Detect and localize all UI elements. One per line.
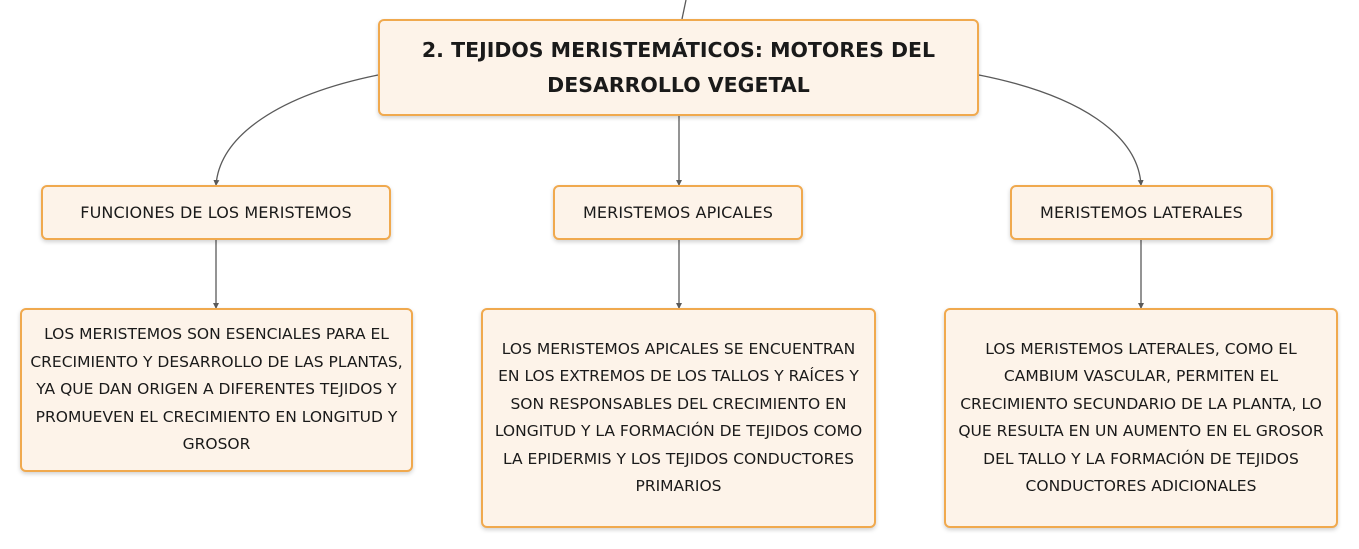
- topic-node-apicales[interactable]: [553, 185, 803, 240]
- root-topic-node[interactable]: [378, 19, 979, 116]
- topic-node-funciones[interactable]: [41, 185, 391, 240]
- connector-parent-to-root: [682, 0, 686, 19]
- description-text-laterales: LOS MERISTEMOS LATERALES, COMO EL CAMBIUM VASCULAR, PERMITEN EL CRECIMIENTO SECUNDARIO DE LA PLANTA, LO QUE RESULTA EN UN AUMENTO EN EL GROSOR DEL TALLO Y LA FORMACIÓN DE TEJIDOS CONDUCTORES ADICIONALES: [958, 339, 1324, 495]
- topic-label-laterales: MERISTEMOS LATERALES: [1040, 203, 1243, 222]
- topic-label-funciones: FUNCIONES DE LOS MERISTEMOS: [80, 203, 352, 222]
- topic-node-laterales[interactable]: [1010, 185, 1273, 240]
- description-text-apicales: LOS MERISTEMOS APICALES SE ENCUENTRAN EN LOS EXTREMOS DE LOS TALLOS Y RAÍCES Y SON RESPONSABLES DEL CRECIMIENTO EN LONGITUD Y LA FORMACIÓN DE TEJIDOS COMO LA EPIDERMIS Y LOS TEJIDOS CONDUCTORES PRIMARIOS: [494, 339, 863, 495]
- description-node-apicales[interactable]: [481, 308, 876, 528]
- description-text-funciones: LOS MERISTEMOS SON ESENCIALES PARA EL CRECIMIENTO Y DESARROLLO DE LAS PLANTAS, YA QUE DAN ORIGEN A DIFERENTES TEJIDOS Y PROMUEVEN EL CRECIMIENTO EN LONGITUD Y GROSOR: [30, 325, 403, 454]
- topic-label-apicales: MERISTEMOS APICALES: [583, 203, 773, 222]
- description-node-laterales[interactable]: [944, 308, 1338, 528]
- description-node-funciones[interactable]: [20, 308, 413, 472]
- root-topic-title: 2. TEJIDOS MERISTEMÁTICOS: MOTORES DEL DESARROLLO VEGETAL: [421, 37, 936, 97]
- connector-root-to-funciones: [216, 75, 378, 185]
- connector-root-to-laterales: [979, 75, 1141, 185]
